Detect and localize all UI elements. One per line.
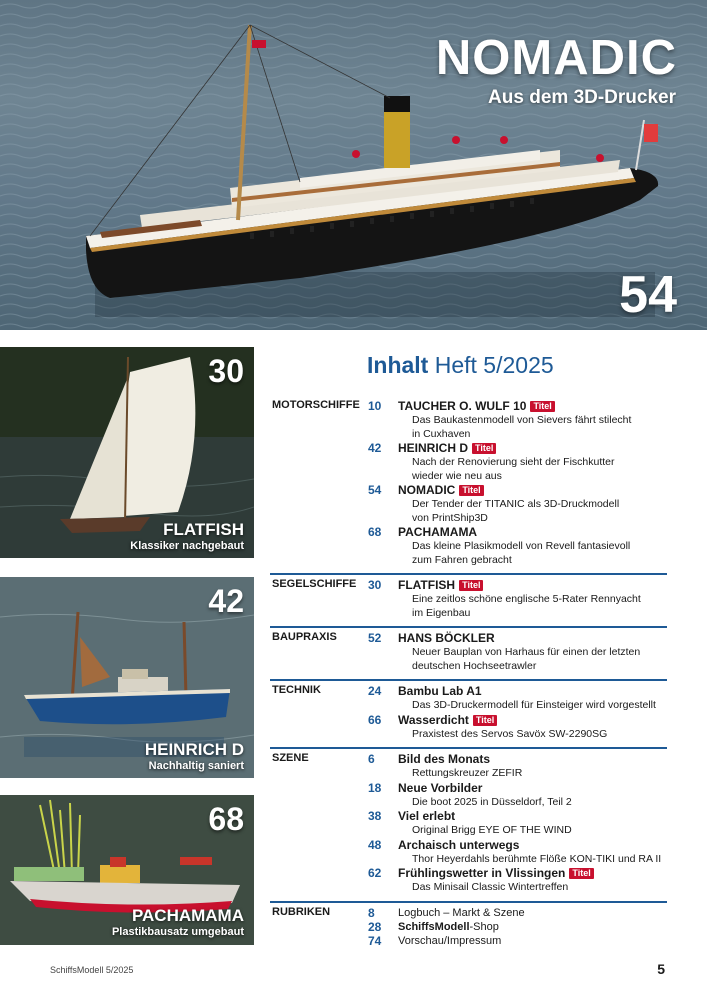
toc-entry[interactable] xyxy=(270,809,667,838)
rubrik-page: 74 xyxy=(368,933,382,948)
toc-entry-title-line xyxy=(398,838,667,853)
cover-story-badge: Titel xyxy=(459,580,483,591)
toc-entry[interactable] xyxy=(270,752,667,781)
toc-entry-title: PACHAMAMA xyxy=(398,525,478,539)
photo-page-number: 42 xyxy=(208,583,244,619)
cover-story-page-number: 54 xyxy=(619,266,677,324)
toc-entry-page: 68 xyxy=(368,525,382,539)
toc-entry-title-line xyxy=(398,399,667,414)
toc-entry-description: Eine zeitlos schöne englische 5-Rater Rennyacht xyxy=(412,593,641,605)
rubrik-page: 28 xyxy=(368,919,382,934)
rubrik-entry[interactable] xyxy=(270,906,667,920)
toc-entry-page: 6 xyxy=(368,752,375,766)
rubrik-bold-text: SchiffsModell xyxy=(398,920,470,933)
table-of-contents xyxy=(270,399,667,948)
toc-entry-title-line xyxy=(398,631,667,646)
toc-entry-title-line xyxy=(398,684,667,699)
toc-entry-title-line xyxy=(398,578,667,593)
photo-page-number: 30 xyxy=(208,353,244,389)
toc-entry-title-line xyxy=(398,752,667,767)
footer-magazine-issue: SchiffsModell 5/2025 xyxy=(50,965,134,975)
rubrik-entry[interactable] xyxy=(270,920,667,934)
toc-entry-title-line xyxy=(398,809,667,824)
toc-entry-description: im Eigenbau xyxy=(412,606,471,619)
toc-entry[interactable] xyxy=(270,441,667,483)
rubrik-page: 8 xyxy=(368,905,375,920)
photo-subtitle: Klassiker nachgebaut xyxy=(130,540,244,552)
toc-entry-title: HANS BÖCKLER xyxy=(398,631,495,645)
toc-section-label: BAUPRAXIS xyxy=(272,631,337,643)
toc-entry-description: zum Fahren gebracht xyxy=(412,553,512,566)
toc-entry-page: 52 xyxy=(368,631,382,645)
toc-entry-description: Rettungskreuzer ZEFIR xyxy=(412,767,523,779)
toc-entry-page: 54 xyxy=(368,483,382,497)
toc-entry-title-line xyxy=(398,525,667,540)
toc-section xyxy=(270,626,667,673)
toc-entry-title-line xyxy=(398,781,667,796)
toc-entry[interactable] xyxy=(270,483,667,525)
rubrik-entry[interactable] xyxy=(270,934,667,948)
toc-entry-title: Neue Vorbilder xyxy=(398,780,483,795)
toc-entry-title: Viel erlebt xyxy=(398,809,456,823)
toc-entry-description: von PrintShip3D xyxy=(412,511,488,524)
toc-entry-description: wieder wie neu aus xyxy=(412,469,502,482)
toc-entry-title-line xyxy=(398,483,667,498)
toc-entry[interactable] xyxy=(270,866,667,895)
toc-section xyxy=(270,747,667,895)
cover-story-badge: Titel xyxy=(472,443,496,454)
toc-entry-description: Nach der Renovierung sieht der Fischkutter xyxy=(412,456,615,468)
toc-entry-page: 30 xyxy=(368,578,382,592)
toc-entry-title-line xyxy=(398,441,667,456)
toc-entry-page: 62 xyxy=(368,866,382,880)
toc-entry-page: 66 xyxy=(368,712,382,727)
cover-story-subtitle: Aus dem 3D-Drucker xyxy=(488,87,676,108)
toc-section-label: TECHNIK xyxy=(272,684,321,696)
photo-heinrich-d xyxy=(0,577,254,778)
toc-entry[interactable] xyxy=(270,713,667,742)
toc-entry[interactable] xyxy=(270,781,667,810)
photo-title: FLATFISH xyxy=(163,520,244,539)
toc-entry-title: HEINRICH D xyxy=(398,441,469,455)
toc-section-label: SEGELSCHIFFE xyxy=(272,578,357,590)
cover-story-badge: Titel xyxy=(459,485,483,496)
toc-section xyxy=(270,573,667,620)
toc-entry-title: Bambu Lab A1 xyxy=(398,684,482,698)
rubrik-text-line xyxy=(398,906,667,920)
rubrik-text: -Shop xyxy=(469,920,499,933)
toc-entry[interactable] xyxy=(270,684,667,713)
toc-entry-description: Das kleine Plasikmodell von Revell fantasievoll xyxy=(412,540,631,552)
hero-cover-image xyxy=(0,0,707,330)
photo-subtitle: Plastikbausatz umgebaut xyxy=(111,926,244,938)
toc-section-rubriken xyxy=(270,901,667,948)
toc-section xyxy=(270,679,667,741)
toc-entry-description: Das 3D-Druckermodell für Einsteiger wird vorgestellt xyxy=(412,699,656,711)
toc-entry[interactable] xyxy=(270,631,667,673)
toc-section-label: RUBRIKEN xyxy=(272,905,331,918)
toc-entry-description: deutschen Hochseetrawler xyxy=(412,659,537,672)
toc-entry[interactable] xyxy=(270,578,667,620)
photo-pachamama xyxy=(0,795,254,945)
toc-entry-title: FLATFISH xyxy=(398,578,456,592)
toc-entry-description: Das Minisail Classic Wintertreffen xyxy=(412,881,569,893)
toc-entry-title: TAUCHER O. WULF 10 xyxy=(398,399,527,413)
toc-heading-issue: Heft 5/2025 xyxy=(428,352,554,378)
toc-section xyxy=(270,399,667,567)
toc-entry-title-line xyxy=(398,866,667,881)
toc-entry-description: in Cuxhaven xyxy=(412,427,471,440)
toc-entry-title: Frühlingswetter in Vlissingen xyxy=(398,866,566,880)
toc-heading xyxy=(367,352,554,379)
cover-story-badge: Titel xyxy=(530,401,554,412)
rubrik-text-line xyxy=(398,934,667,948)
photo-subtitle: Nachhaltig saniert xyxy=(148,760,244,772)
toc-entry-description: Thor Heyerdahls berühmte Flöße KON-TIKI und RA II xyxy=(412,852,662,865)
toc-entry-page: 24 xyxy=(368,684,382,698)
toc-entry-page: 18 xyxy=(368,780,382,795)
photo-flatfish xyxy=(0,347,254,558)
toc-entry-title: NOMADIC xyxy=(398,483,456,497)
rubrik-text: Vorschau/Impressum xyxy=(398,934,502,947)
toc-entry-title: Archaisch unterwegs xyxy=(398,837,520,852)
toc-entry-page: 48 xyxy=(368,837,382,852)
toc-entry-description: Die boot 2025 in Düsseldorf, Teil 2 xyxy=(412,795,572,808)
photo-title: PACHAMAMA xyxy=(131,906,244,925)
rubrik-text-line xyxy=(398,920,667,934)
toc-entry-description: Neuer Bauplan von Harhaus für einen der letzten xyxy=(412,646,641,658)
toc-entry-description: Praxistest des Servos Savöx SW-2290SG xyxy=(412,727,608,740)
toc-entry[interactable] xyxy=(270,399,667,441)
toc-entry-description: Original Brigg EYE OF THE WIND xyxy=(412,824,572,836)
toc-heading-bold: Inhalt xyxy=(367,352,429,378)
toc-entry-title-line xyxy=(398,713,667,728)
toc-section-label: MOTORSCHIFFE xyxy=(272,399,360,411)
toc-section-label: SZENE xyxy=(272,752,309,764)
footer-page-number: 5 xyxy=(657,961,665,977)
toc-entry-page: 10 xyxy=(368,399,382,413)
cover-story-badge: Titel xyxy=(569,868,593,879)
photo-title: HEINRICH D xyxy=(144,740,244,759)
toc-entry[interactable] xyxy=(270,838,667,867)
toc-entry-page: 42 xyxy=(368,441,382,455)
toc-entry-description: Der Tender der TITANIC als 3D-Druckmodell xyxy=(412,498,620,510)
toc-entry-description: Das Baukastenmodell von Sievers fährt stilecht xyxy=(412,414,632,426)
cover-story-badge: Titel xyxy=(473,715,497,726)
toc-entry-page: 38 xyxy=(368,809,382,823)
photo-page-number: 68 xyxy=(208,801,244,837)
rubrik-text: Logbuch – Markt & Szene xyxy=(398,906,525,919)
toc-entry-title: Bild des Monats xyxy=(398,752,491,766)
toc-entry[interactable] xyxy=(270,525,667,567)
cover-story-title: NOMADIC xyxy=(435,31,677,85)
toc-entry-title: Wasserdicht xyxy=(398,712,469,727)
